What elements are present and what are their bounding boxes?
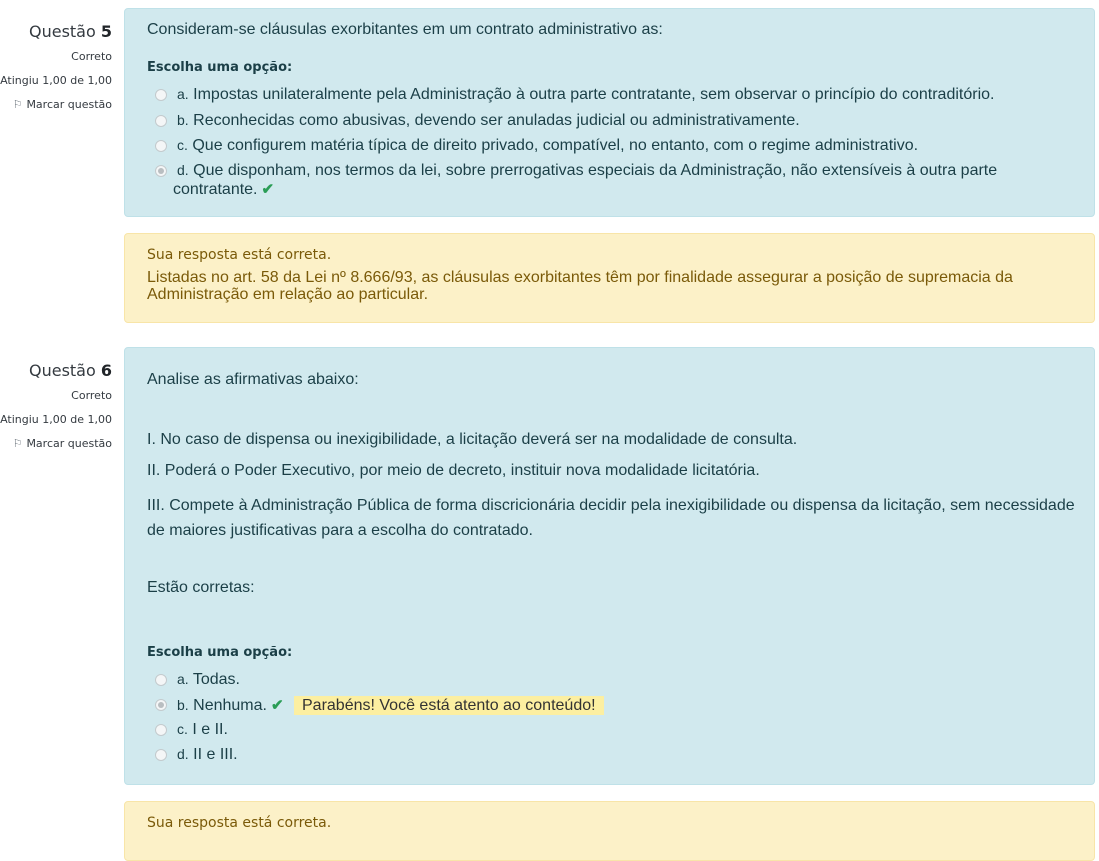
option-letter: b. <box>177 112 189 128</box>
q5-info <box>0 22 112 117</box>
flag-icon: ⚐ <box>12 437 23 450</box>
q6-statement-3 <box>147 493 1075 543</box>
option-text: I e II. <box>192 721 228 738</box>
option-letter: b. <box>177 697 189 713</box>
option-text: Impostas unilateralmente pela Administração à outra parte contratante, sem observar o princípio do contraditório. <box>193 86 995 103</box>
q6-feedback <box>124 801 1095 861</box>
q6-grade: Atingiu 1,00 de 1,00 <box>0 413 112 426</box>
q5-grade: Atingiu 1,00 de 1,00 <box>0 74 112 87</box>
q5-feedback-body <box>147 269 1013 303</box>
correct-check-icon: ✔ <box>261 181 275 198</box>
option-text: Reconhecidas como abusivas, devendo ser anuladas judicial ou administrativamente. <box>193 112 800 129</box>
option-text: Que disponham, nos termos da lei, sobre prerrogativas especiais da Administração, não extensíveis à outra parte <box>193 162 998 179</box>
flag-icon: ⚐ <box>12 98 23 111</box>
q5-title <box>0 22 112 41</box>
radio-button[interactable] <box>155 89 167 101</box>
q6-flag-link[interactable] <box>0 432 112 456</box>
q6-intro: Analise as afirmativas abaixo: <box>147 371 359 388</box>
option-text: Nenhuma. <box>193 697 267 714</box>
radio-button[interactable] <box>155 674 167 686</box>
option-text: Que configurem matéria típica de direito privado, compatível, no entanto, com o regime administrativo. <box>192 137 919 154</box>
q5-status: Correto <box>71 50 112 63</box>
q6-title-label: Questão <box>28 361 96 380</box>
option-letter: a. <box>177 671 189 687</box>
statement-line: III. Compete à Administração Pública de forma discricionária decidir pela inexigibilidade ou dispensa da licitação, sem necessidade <box>147 497 1075 514</box>
option-letter: d. <box>177 746 189 762</box>
feedback-line: Listadas no art. 58 da Lei nº 8.666/93, as cláusulas exorbitantes têm por finalidade assegurar a posição de supremacia da <box>147 269 1013 286</box>
radio-button[interactable] <box>155 115 167 127</box>
option-text: Todas. <box>192 671 240 688</box>
q6-option-d[interactable] <box>149 746 238 764</box>
option-letter: a. <box>177 86 189 102</box>
q6-statement-2: II. Poderá o Poder Executivo, por meio de decreto, instituir nova modalidade licitatória. <box>147 462 760 479</box>
q6-option-a[interactable] <box>149 671 240 689</box>
q6-prompt: Escolha uma opção: <box>147 645 293 660</box>
q5-option-c[interactable] <box>149 137 918 155</box>
q6-question: Estão corretas: <box>147 579 255 596</box>
option-letter: c. <box>177 137 188 153</box>
q5-option-b[interactable] <box>149 112 800 130</box>
q5-flag-link[interactable] <box>0 93 112 117</box>
radio-button[interactable] <box>155 140 167 152</box>
q6-option-c[interactable] <box>149 721 228 739</box>
feedback-line: Administração em relação ao particular. <box>147 286 429 303</box>
q5-option-a[interactable] <box>149 86 994 104</box>
q5-flag-label: Marcar questão <box>26 98 112 111</box>
specific-feedback: Parabéns! Você está atento ao conteúdo! <box>294 696 604 715</box>
q6-status: Correto <box>71 389 112 402</box>
option-letter: c. <box>177 721 188 737</box>
q5-formulation <box>124 8 1095 217</box>
q6-info <box>0 361 112 456</box>
q6-statement-1: I. No caso de dispensa ou inexigibilidade, a licitação deverá ser na modalidade de consulta. <box>147 431 798 448</box>
option-letter: d. <box>177 162 189 178</box>
q6-formulation <box>124 347 1095 785</box>
q5-question-text: Consideram-se cláusulas exorbitantes em um contrato administrativo as: <box>147 21 663 38</box>
radio-button[interactable] <box>155 749 167 761</box>
q6-feedback-status: Sua resposta está correta. <box>147 815 332 831</box>
option-text: II e III. <box>193 746 238 763</box>
q5-title-label: Questão <box>28 22 96 41</box>
q5-feedback <box>124 233 1095 323</box>
q5-prompt: Escolha uma opção: <box>147 60 293 75</box>
radio-button-selected[interactable] <box>155 165 167 177</box>
radio-button-selected[interactable] <box>155 699 167 711</box>
correct-check-icon: ✔ <box>270 697 284 714</box>
radio-button[interactable] <box>155 724 167 736</box>
statement-line: de maiores justificativas para a escolha do contratado. <box>147 522 533 539</box>
q6-title <box>0 361 112 380</box>
q5-number: 5 <box>100 22 112 41</box>
q6-number: 6 <box>100 361 112 380</box>
q6-option-b[interactable] <box>149 696 604 715</box>
q6-flag-label: Marcar questão <box>26 437 112 450</box>
q5-option-d[interactable] <box>149 162 1057 199</box>
q5-feedback-status: Sua resposta está correta. <box>147 247 332 263</box>
option-text-continued: contratante. <box>173 181 258 198</box>
